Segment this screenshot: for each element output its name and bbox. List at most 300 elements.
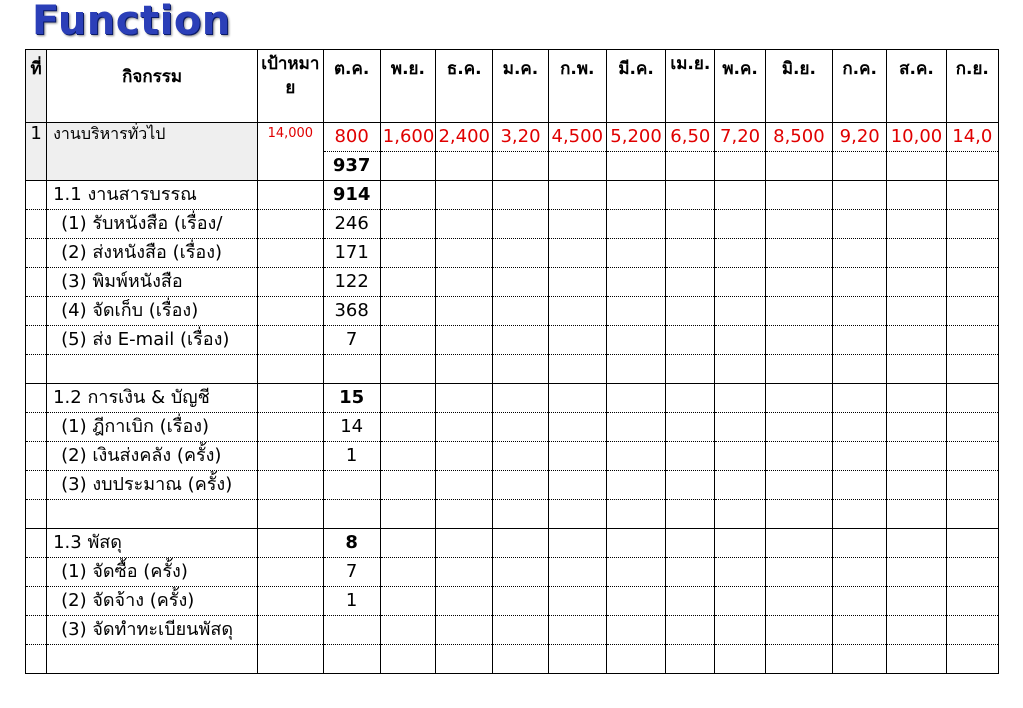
empty-cell <box>765 529 832 558</box>
empty-cell <box>666 500 715 529</box>
empty-cell <box>715 384 765 413</box>
empty-cell <box>26 558 47 587</box>
empty-cell <box>26 384 47 413</box>
month-target-cell: 14,0 <box>946 123 998 152</box>
empty-cell <box>715 181 765 210</box>
empty-cell <box>26 500 47 529</box>
empty-cell <box>887 413 946 442</box>
target-cell <box>258 239 323 268</box>
empty-cell <box>946 268 998 297</box>
activity-cell <box>47 500 258 529</box>
empty-cell <box>887 616 946 645</box>
empty-cell <box>946 442 998 471</box>
target-cell <box>258 384 323 413</box>
empty-cell <box>436 558 493 587</box>
empty-cell <box>887 500 946 529</box>
empty-cell <box>887 181 946 210</box>
month-target-cell: 8,500 <box>765 123 832 152</box>
empty-cell <box>436 616 493 645</box>
col-header-month: พ.ย. <box>380 50 435 123</box>
empty-cell <box>606 558 665 587</box>
table-row <box>26 413 999 442</box>
oct-actual-cell: 1 <box>323 442 380 471</box>
empty-cell <box>887 384 946 413</box>
empty-cell <box>436 442 493 471</box>
empty-cell <box>887 210 946 239</box>
oct-actual-cell: 171 <box>323 239 380 268</box>
empty-cell <box>666 152 715 181</box>
empty-cell <box>946 210 998 239</box>
empty-cell <box>26 268 47 297</box>
col-header-month: มี.ค. <box>606 50 665 123</box>
empty-cell <box>493 500 548 529</box>
empty-cell <box>887 326 946 355</box>
empty-cell <box>548 181 606 210</box>
empty-cell <box>548 326 606 355</box>
empty-cell <box>946 500 998 529</box>
oct-actual-cell: 1 <box>323 587 380 616</box>
empty-cell <box>436 152 493 181</box>
empty-cell <box>887 558 946 587</box>
empty-cell <box>765 268 832 297</box>
empty-cell <box>606 355 665 384</box>
activity-cell: (2) เงินส่งคลัง (ครั้ง) <box>47 442 258 471</box>
empty-cell <box>666 587 715 616</box>
col-header-month: ก.ย. <box>946 50 998 123</box>
empty-cell <box>666 210 715 239</box>
empty-cell <box>436 471 493 500</box>
empty-cell <box>666 181 715 210</box>
empty-cell <box>833 471 887 500</box>
empty-cell <box>380 471 435 500</box>
empty-cell <box>493 181 548 210</box>
empty-cell <box>887 297 946 326</box>
empty-cell <box>946 239 998 268</box>
empty-cell <box>436 587 493 616</box>
empty-cell <box>380 326 435 355</box>
empty-cell <box>380 152 435 181</box>
empty-cell <box>380 181 435 210</box>
table-row <box>26 558 999 587</box>
activity-cell <box>47 645 258 674</box>
empty-cell <box>887 152 946 181</box>
empty-cell <box>833 152 887 181</box>
empty-cell <box>26 616 47 645</box>
target-cell: 14,000 <box>258 123 323 181</box>
empty-cell <box>946 587 998 616</box>
month-target-cell: 4,500 <box>548 123 606 152</box>
oct-actual-cell <box>323 616 380 645</box>
empty-cell <box>765 413 832 442</box>
empty-cell <box>946 152 998 181</box>
empty-cell <box>765 181 832 210</box>
empty-cell <box>715 558 765 587</box>
empty-cell <box>946 413 998 442</box>
empty-cell <box>548 529 606 558</box>
empty-cell <box>887 587 946 616</box>
empty-cell <box>833 587 887 616</box>
month-target-cell: 1,600 <box>380 123 435 152</box>
empty-cell <box>493 297 548 326</box>
empty-cell <box>548 645 606 674</box>
col-header-month: ธ.ค. <box>436 50 493 123</box>
empty-cell <box>493 152 548 181</box>
empty-cell <box>765 558 832 587</box>
empty-cell <box>436 181 493 210</box>
empty-cell <box>436 268 493 297</box>
activity-cell: (5) ส่ง E-mail (เรื่อง) <box>47 326 258 355</box>
oct-actual-cell: 122 <box>323 268 380 297</box>
empty-cell <box>493 326 548 355</box>
table-row <box>26 587 999 616</box>
empty-cell <box>493 616 548 645</box>
empty-cell <box>765 442 832 471</box>
table-header <box>26 50 999 123</box>
table-row <box>26 500 999 529</box>
empty-cell <box>765 500 832 529</box>
empty-cell <box>946 616 998 645</box>
target-cell <box>258 442 323 471</box>
empty-cell <box>715 645 765 674</box>
empty-cell <box>380 239 435 268</box>
empty-cell <box>548 558 606 587</box>
table-row <box>26 210 999 239</box>
empty-cell <box>715 587 765 616</box>
empty-cell <box>765 326 832 355</box>
empty-cell <box>606 210 665 239</box>
col-header-target: เป้าหมาย <box>258 50 323 123</box>
empty-cell <box>548 268 606 297</box>
empty-cell <box>666 645 715 674</box>
empty-cell <box>436 239 493 268</box>
empty-cell <box>548 442 606 471</box>
empty-cell <box>715 616 765 645</box>
empty-cell <box>715 529 765 558</box>
empty-cell <box>946 384 998 413</box>
empty-cell <box>715 239 765 268</box>
month-target-cell: 3,20 <box>493 123 548 152</box>
empty-cell <box>493 471 548 500</box>
month-target-cell: 2,400 <box>436 123 493 152</box>
empty-cell <box>606 471 665 500</box>
oct-actual-cell: 7 <box>323 326 380 355</box>
activity-cell: (1) ฎีกาเบิก (เรื่อง) <box>47 413 258 442</box>
target-cell <box>258 471 323 500</box>
empty-cell <box>765 384 832 413</box>
empty-cell <box>833 500 887 529</box>
target-cell <box>258 181 323 210</box>
empty-cell <box>946 529 998 558</box>
empty-cell <box>380 268 435 297</box>
empty-cell <box>436 529 493 558</box>
empty-cell <box>833 210 887 239</box>
target-cell <box>258 355 323 384</box>
empty-cell <box>715 268 765 297</box>
empty-cell <box>946 297 998 326</box>
empty-cell <box>666 413 715 442</box>
target-cell <box>258 645 323 674</box>
target-cell <box>258 297 323 326</box>
table-row <box>26 471 999 500</box>
col-header-no: ที่ <box>26 50 47 123</box>
target-cell <box>258 268 323 297</box>
activity-cell: 1.1 งานสารบรรณ <box>47 181 258 210</box>
col-header-month: ม.ค. <box>493 50 548 123</box>
target-cell <box>258 558 323 587</box>
empty-cell <box>436 297 493 326</box>
table-row <box>26 384 999 413</box>
oct-actual-cell: 368 <box>323 297 380 326</box>
empty-cell <box>715 152 765 181</box>
empty-cell <box>26 355 47 384</box>
month-target-cell: 9,20 <box>833 123 887 152</box>
month-target-cell: 10,00 <box>887 123 946 152</box>
empty-cell <box>606 152 665 181</box>
empty-cell <box>833 558 887 587</box>
empty-cell <box>606 616 665 645</box>
empty-cell <box>436 500 493 529</box>
empty-cell <box>833 268 887 297</box>
empty-cell <box>606 442 665 471</box>
empty-cell <box>436 413 493 442</box>
col-header-month: เม.ย. <box>666 50 715 123</box>
empty-cell <box>833 297 887 326</box>
col-header-month: ส.ค. <box>887 50 946 123</box>
row-number: 1 <box>26 123 47 181</box>
empty-cell <box>548 500 606 529</box>
empty-cell <box>666 558 715 587</box>
empty-cell <box>548 616 606 645</box>
empty-cell <box>26 181 47 210</box>
table-row <box>26 529 999 558</box>
empty-cell <box>946 181 998 210</box>
oct-actual-cell: 14 <box>323 413 380 442</box>
empty-cell <box>765 616 832 645</box>
activity-cell: 1.2 การเงิน & บัญชี <box>47 384 258 413</box>
empty-cell <box>380 210 435 239</box>
empty-cell <box>715 442 765 471</box>
activity-cell: (3) จัดทำทะเบียนพัสดุ <box>47 616 258 645</box>
empty-cell <box>765 471 832 500</box>
empty-cell <box>666 268 715 297</box>
empty-cell <box>26 297 47 326</box>
oct-actual-cell: 15 <box>323 384 380 413</box>
table-row <box>26 297 999 326</box>
activity-cell: (3) งบประมาณ (ครั้ง) <box>47 471 258 500</box>
activity-cell: 1.3 พัสดุ <box>47 529 258 558</box>
page-title: Function <box>32 0 231 44</box>
empty-cell <box>436 355 493 384</box>
table-row <box>26 616 999 645</box>
empty-cell <box>606 239 665 268</box>
empty-cell <box>606 587 665 616</box>
empty-cell <box>666 297 715 326</box>
empty-cell <box>833 645 887 674</box>
empty-cell <box>548 384 606 413</box>
empty-cell <box>26 326 47 355</box>
empty-cell <box>493 268 548 297</box>
empty-cell <box>833 239 887 268</box>
oct-actual-cell <box>323 355 380 384</box>
empty-cell <box>946 471 998 500</box>
empty-cell <box>548 471 606 500</box>
target-cell <box>258 616 323 645</box>
oct-actual-cell <box>323 645 380 674</box>
empty-cell <box>380 413 435 442</box>
empty-cell <box>548 587 606 616</box>
empty-cell <box>833 384 887 413</box>
empty-cell <box>493 587 548 616</box>
empty-cell <box>493 645 548 674</box>
col-header-month: ต.ค. <box>323 50 380 123</box>
target-cell <box>258 413 323 442</box>
oct-actual-cell: 937 <box>323 152 380 181</box>
empty-cell <box>380 558 435 587</box>
empty-cell <box>493 558 548 587</box>
empty-cell <box>26 645 47 674</box>
empty-cell <box>833 413 887 442</box>
col-header-month: พ.ค. <box>715 50 765 123</box>
empty-cell <box>26 471 47 500</box>
empty-cell <box>715 500 765 529</box>
oct-actual-cell: 246 <box>323 210 380 239</box>
table-row <box>26 645 999 674</box>
empty-cell <box>666 471 715 500</box>
empty-cell <box>666 239 715 268</box>
empty-cell <box>493 442 548 471</box>
empty-cell <box>715 326 765 355</box>
empty-cell <box>887 239 946 268</box>
empty-cell <box>548 355 606 384</box>
empty-cell <box>493 355 548 384</box>
empty-cell <box>833 442 887 471</box>
empty-cell <box>833 181 887 210</box>
target-cell <box>258 587 323 616</box>
empty-cell <box>765 297 832 326</box>
empty-cell <box>666 616 715 645</box>
empty-cell <box>548 210 606 239</box>
oct-actual-cell <box>323 500 380 529</box>
empty-cell <box>887 529 946 558</box>
empty-cell <box>666 326 715 355</box>
empty-cell <box>380 616 435 645</box>
empty-cell <box>548 152 606 181</box>
empty-cell <box>666 442 715 471</box>
empty-cell <box>887 355 946 384</box>
empty-cell <box>833 616 887 645</box>
empty-cell <box>493 413 548 442</box>
empty-cell <box>833 326 887 355</box>
empty-cell <box>765 587 832 616</box>
activity-cell: งานบริหารทั่วไป <box>47 123 258 181</box>
table-row <box>26 268 999 297</box>
month-target-cell: 7,20 <box>715 123 765 152</box>
empty-cell <box>380 645 435 674</box>
activity-cell: (4) จัดเก็บ (เรื่อง) <box>47 297 258 326</box>
empty-cell <box>493 384 548 413</box>
target-cell <box>258 529 323 558</box>
empty-cell <box>887 268 946 297</box>
activity-cell: (1) รับหนังสือ (เรื่อง/ <box>47 210 258 239</box>
oct-actual-cell <box>323 471 380 500</box>
col-header-month: ก.ค. <box>833 50 887 123</box>
empty-cell <box>380 355 435 384</box>
empty-cell <box>380 297 435 326</box>
empty-cell <box>493 210 548 239</box>
empty-cell <box>380 500 435 529</box>
activity-table <box>25 49 999 674</box>
empty-cell <box>606 529 665 558</box>
empty-cell <box>715 297 765 326</box>
activity-cell: (2) จัดจ้าง (ครั้ง) <box>47 587 258 616</box>
oct-actual-cell: 8 <box>323 529 380 558</box>
col-header-month: มิ.ย. <box>765 50 832 123</box>
month-target-cell: 6,50 <box>666 123 715 152</box>
empty-cell <box>765 239 832 268</box>
empty-cell <box>765 645 832 674</box>
col-header-activity: กิจกรรม <box>47 50 258 123</box>
target-cell <box>258 500 323 529</box>
activity-cell: (1) จัดซื้อ (ครั้ง) <box>47 558 258 587</box>
target-cell <box>258 326 323 355</box>
empty-cell <box>26 442 47 471</box>
empty-cell <box>946 558 998 587</box>
table-row <box>26 123 999 152</box>
empty-cell <box>833 355 887 384</box>
empty-cell <box>380 529 435 558</box>
empty-cell <box>436 210 493 239</box>
empty-cell <box>887 645 946 674</box>
empty-cell <box>887 471 946 500</box>
empty-cell <box>946 326 998 355</box>
empty-cell <box>26 529 47 558</box>
table-row <box>26 326 999 355</box>
empty-cell <box>715 210 765 239</box>
empty-cell <box>26 413 47 442</box>
empty-cell <box>380 384 435 413</box>
empty-cell <box>606 500 665 529</box>
target-cell <box>258 210 323 239</box>
empty-cell <box>715 355 765 384</box>
empty-cell <box>715 471 765 500</box>
empty-cell <box>606 181 665 210</box>
empty-cell <box>606 645 665 674</box>
table-row <box>26 239 999 268</box>
empty-cell <box>436 645 493 674</box>
empty-cell <box>26 587 47 616</box>
month-target-cell: 5,200 <box>606 123 665 152</box>
empty-cell <box>436 384 493 413</box>
empty-cell <box>715 413 765 442</box>
empty-cell <box>493 529 548 558</box>
empty-cell <box>666 355 715 384</box>
empty-cell <box>606 297 665 326</box>
empty-cell <box>548 297 606 326</box>
table-row <box>26 442 999 471</box>
empty-cell <box>833 529 887 558</box>
empty-cell <box>765 355 832 384</box>
empty-cell <box>606 268 665 297</box>
empty-cell <box>666 529 715 558</box>
table-row <box>26 181 999 210</box>
activity-cell: (2) ส่งหนังสือ (เรื่อง) <box>47 239 258 268</box>
empty-cell <box>666 384 715 413</box>
empty-cell <box>493 239 548 268</box>
month-target-cell: 800 <box>323 123 380 152</box>
empty-cell <box>380 442 435 471</box>
empty-cell <box>606 413 665 442</box>
empty-cell <box>26 210 47 239</box>
